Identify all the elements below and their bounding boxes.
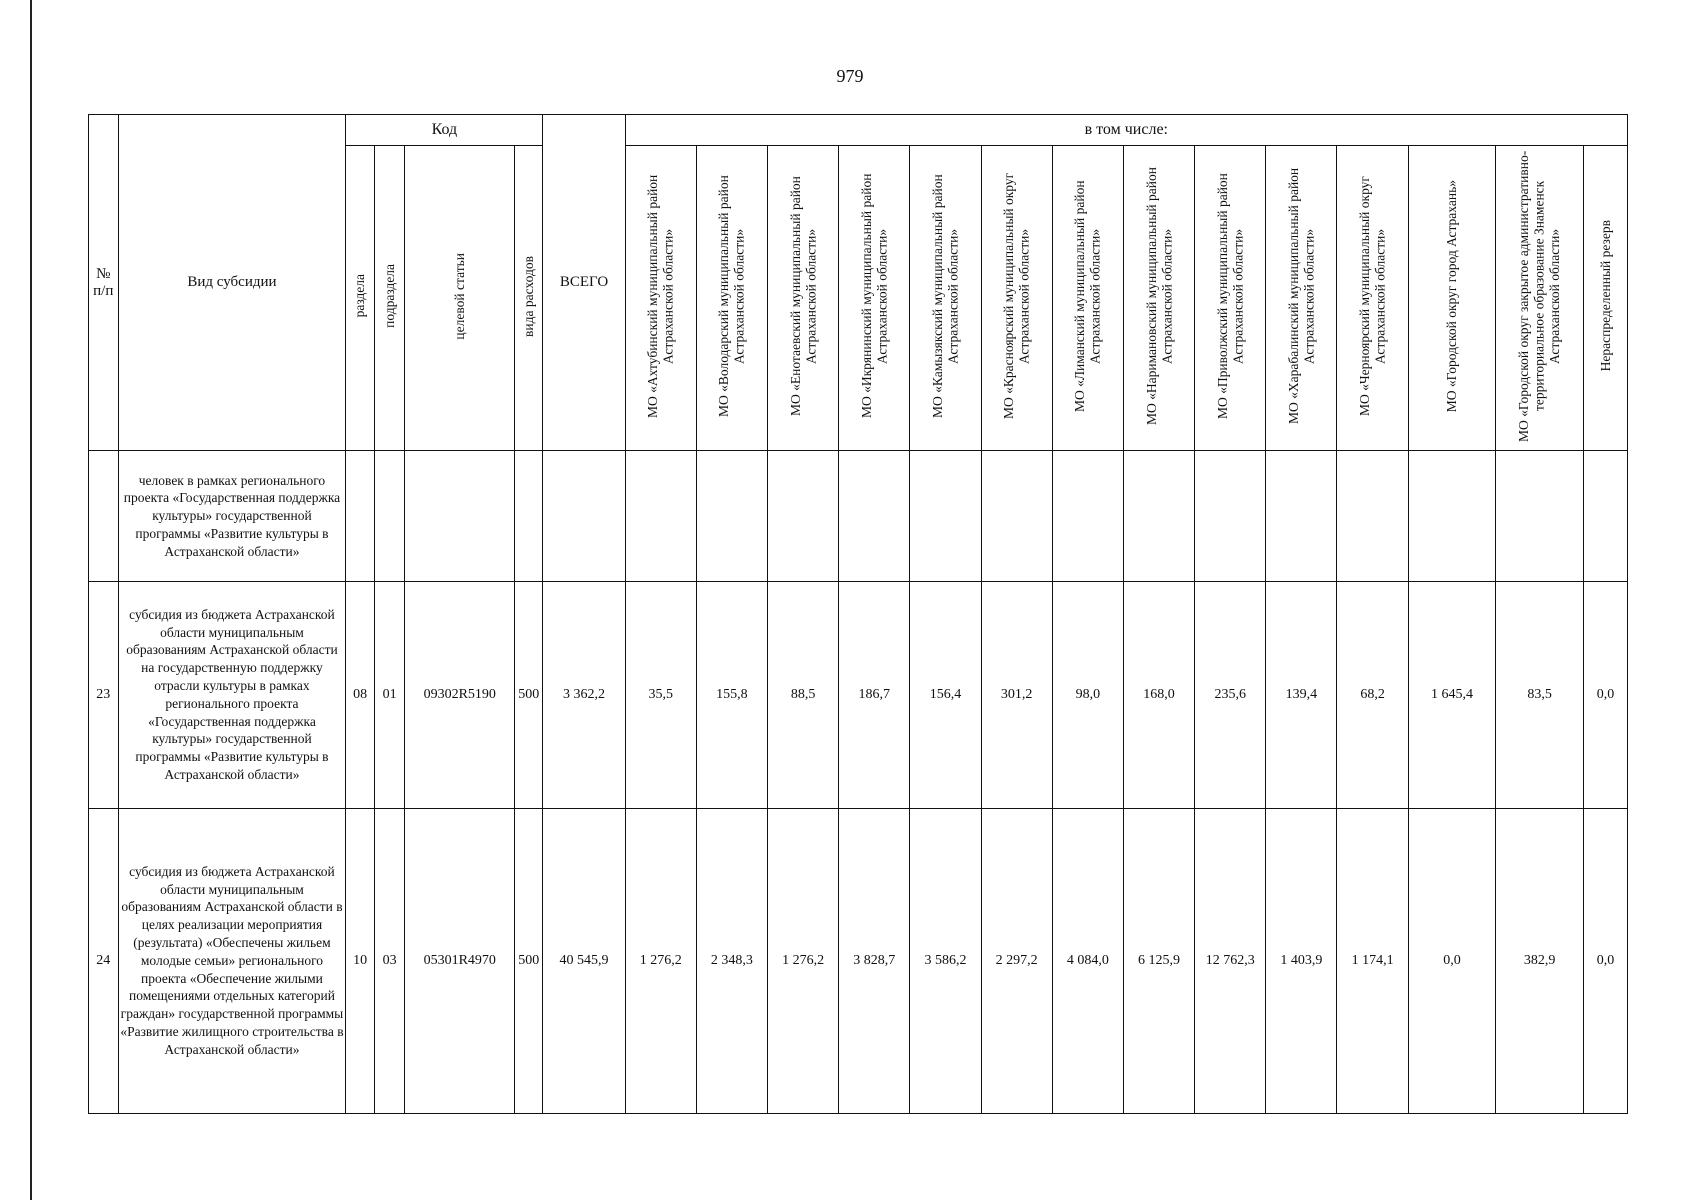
header-unallocated-reserve: Нераспределенный резерв [1583, 146, 1627, 451]
header-mo-enotaevsky: МО «Енотаевский муниципальный район Астраханской области» [767, 146, 838, 451]
code-target: 09302R5190 [405, 582, 515, 808]
header-subsidy-type: Вид субсидии [118, 115, 346, 451]
municipality-amount: 88,5 [767, 582, 838, 808]
municipality-amount: 168,0 [1123, 582, 1194, 808]
subsidy-description: человек в рамках регионального проекта «Государственная поддержка культуры» государственной программы «Развитие культуры в Астраханской облаcти» [118, 451, 346, 582]
municipality-amount: 301,2 [981, 582, 1052, 808]
subsidy-description: субсидия из бюджета Астраханской области муниципальным образованиям Астраханской области на государственную поддержку отрасли культуры в рамках регионального проекта «Государственная поддержка культуры» государственной программы «Развитие культуры в Астраханской области» [118, 582, 346, 808]
code-expense: 500 [515, 808, 543, 1114]
municipality-amount: 83,5 [1496, 582, 1584, 808]
municipality-amount: 0,0 [1583, 582, 1627, 808]
binding-line [30, 0, 32, 1200]
code-section: 10 [346, 808, 374, 1114]
table-body [89, 451, 1628, 1114]
code-target [405, 451, 515, 582]
municipality-amount: 6 125,9 [1123, 808, 1194, 1114]
municipality-amount [1123, 451, 1194, 582]
municipality-amount [1266, 451, 1337, 582]
header-num: № п/п [89, 115, 119, 451]
code-section [346, 451, 374, 582]
header-including: в том числе: [625, 115, 1627, 146]
code-expense [515, 451, 543, 582]
municipality-amount: 155,8 [696, 582, 767, 808]
municipality-amount: 1 645,4 [1408, 582, 1496, 808]
header-mo-akhtubinsky: МО «Ахтубинский муниципальный район Астраханской области» [625, 146, 696, 451]
table-row [89, 582, 1628, 808]
municipality-amount: 2 348,3 [696, 808, 767, 1114]
header-mo-chernoyarsky: МО «Черноярский муниципальный округ Астраханской области» [1337, 146, 1408, 451]
header-mo-narimanovsky: МО «Наримановский муниципальный район Астраханской области» [1123, 146, 1194, 451]
municipality-amount [1583, 451, 1627, 582]
municipality-amount: 382,9 [1496, 808, 1584, 1114]
municipality-amount: 2 297,2 [981, 808, 1052, 1114]
municipality-amount: 35,5 [625, 582, 696, 808]
municipality-amount: 235,6 [1195, 582, 1266, 808]
row-number: 24 [89, 808, 119, 1114]
total-amount [543, 451, 625, 582]
municipality-amount [625, 451, 696, 582]
total-amount: 3 362,2 [543, 582, 625, 808]
municipality-amount [1195, 451, 1266, 582]
municipality-amount [767, 451, 838, 582]
municipality-amount [696, 451, 767, 582]
municipality-amount: 1 276,2 [625, 808, 696, 1114]
subsidy-table [88, 114, 1628, 1114]
municipality-amount [1337, 451, 1408, 582]
municipality-amount: 0,0 [1583, 808, 1627, 1114]
header-mo-kharabalinsky: МО «Харабалинский муниципальный район Астраханской области» [1266, 146, 1337, 451]
header-mo-kamyzyaksky: МО «Камызякский муниципальный район Астраханской области» [910, 146, 981, 451]
municipality-amount [839, 451, 910, 582]
municipality-amount [981, 451, 1052, 582]
municipality-amount: 12 762,3 [1195, 808, 1266, 1114]
row-number [89, 451, 119, 582]
page-number: 979 [836, 66, 864, 86]
code-subsection: 03 [374, 808, 405, 1114]
municipality-amount: 186,7 [839, 582, 910, 808]
header-code: Код [346, 115, 543, 146]
header-code-section: раздела [346, 146, 374, 451]
code-section: 08 [346, 582, 374, 808]
municipality-amount: 4 084,0 [1052, 808, 1123, 1114]
header-mo-znamensk: МО «Городской округ закрытое административно-территориальное образование Знаменск Астраханской области» [1496, 146, 1584, 451]
header-mo-limansky: МО «Лиманский муниципальный район Астраханской области» [1052, 146, 1123, 451]
municipality-amount: 1 174,1 [1337, 808, 1408, 1114]
header-mo-krasnoyarsky: МО «Красноярский муниципальный округ Астраханской области» [981, 146, 1052, 451]
municipality-amount: 139,4 [1266, 582, 1337, 808]
total-amount: 40 545,9 [543, 808, 625, 1114]
municipality-amount: 1 403,9 [1266, 808, 1337, 1114]
municipality-amount: 3 828,7 [839, 808, 910, 1114]
municipality-amount: 0,0 [1408, 808, 1496, 1114]
subsidy-description: субсидия из бюджета Астраханской области муниципальным образованиям Астраханской области в целях реализации мероприятия (результата) «Обеспечены жильем молодые семьи» регионального проекта «Обеспечение жилыми помещениями отдельных категорий граждан» государственной программы «Развитие жилищного строительства в Астраханской области» [118, 808, 346, 1114]
municipality-amount: 98,0 [1052, 582, 1123, 808]
header-total: ВСЕГО [543, 115, 625, 451]
header-mo-privolzhsky: МО «Приволжский муниципальный район Астраханской области» [1195, 146, 1266, 451]
municipality-amount: 68,2 [1337, 582, 1408, 808]
row-number: 23 [89, 582, 119, 808]
header-mo-volodarsky: МО «Володарский муниципальный район Астраханской области» [696, 146, 767, 451]
municipality-amount [1408, 451, 1496, 582]
header-code-subsection: подраздела [374, 146, 405, 451]
table-row [89, 451, 1628, 582]
code-target: 05301R4970 [405, 808, 515, 1114]
header-mo-ikryaninsky: МО «Икрянинский муниципальный район Астраханской области» [839, 146, 910, 451]
municipality-amount [1496, 451, 1584, 582]
code-expense: 500 [515, 582, 543, 808]
municipality-amount: 156,4 [910, 582, 981, 808]
municipality-amount: 1 276,2 [767, 808, 838, 1114]
municipality-amount [1052, 451, 1123, 582]
header-mo-astrakhan-city: МО «Городской округ город Астрахань» [1408, 146, 1496, 451]
municipality-amount: 3 586,2 [910, 808, 981, 1114]
header-code-target: целевой статьи [405, 146, 515, 451]
table-row [89, 808, 1628, 1114]
municipality-amount [910, 451, 981, 582]
code-subsection [374, 451, 405, 582]
code-subsection: 01 [374, 582, 405, 808]
header-code-expense: вида расходов [515, 146, 543, 451]
